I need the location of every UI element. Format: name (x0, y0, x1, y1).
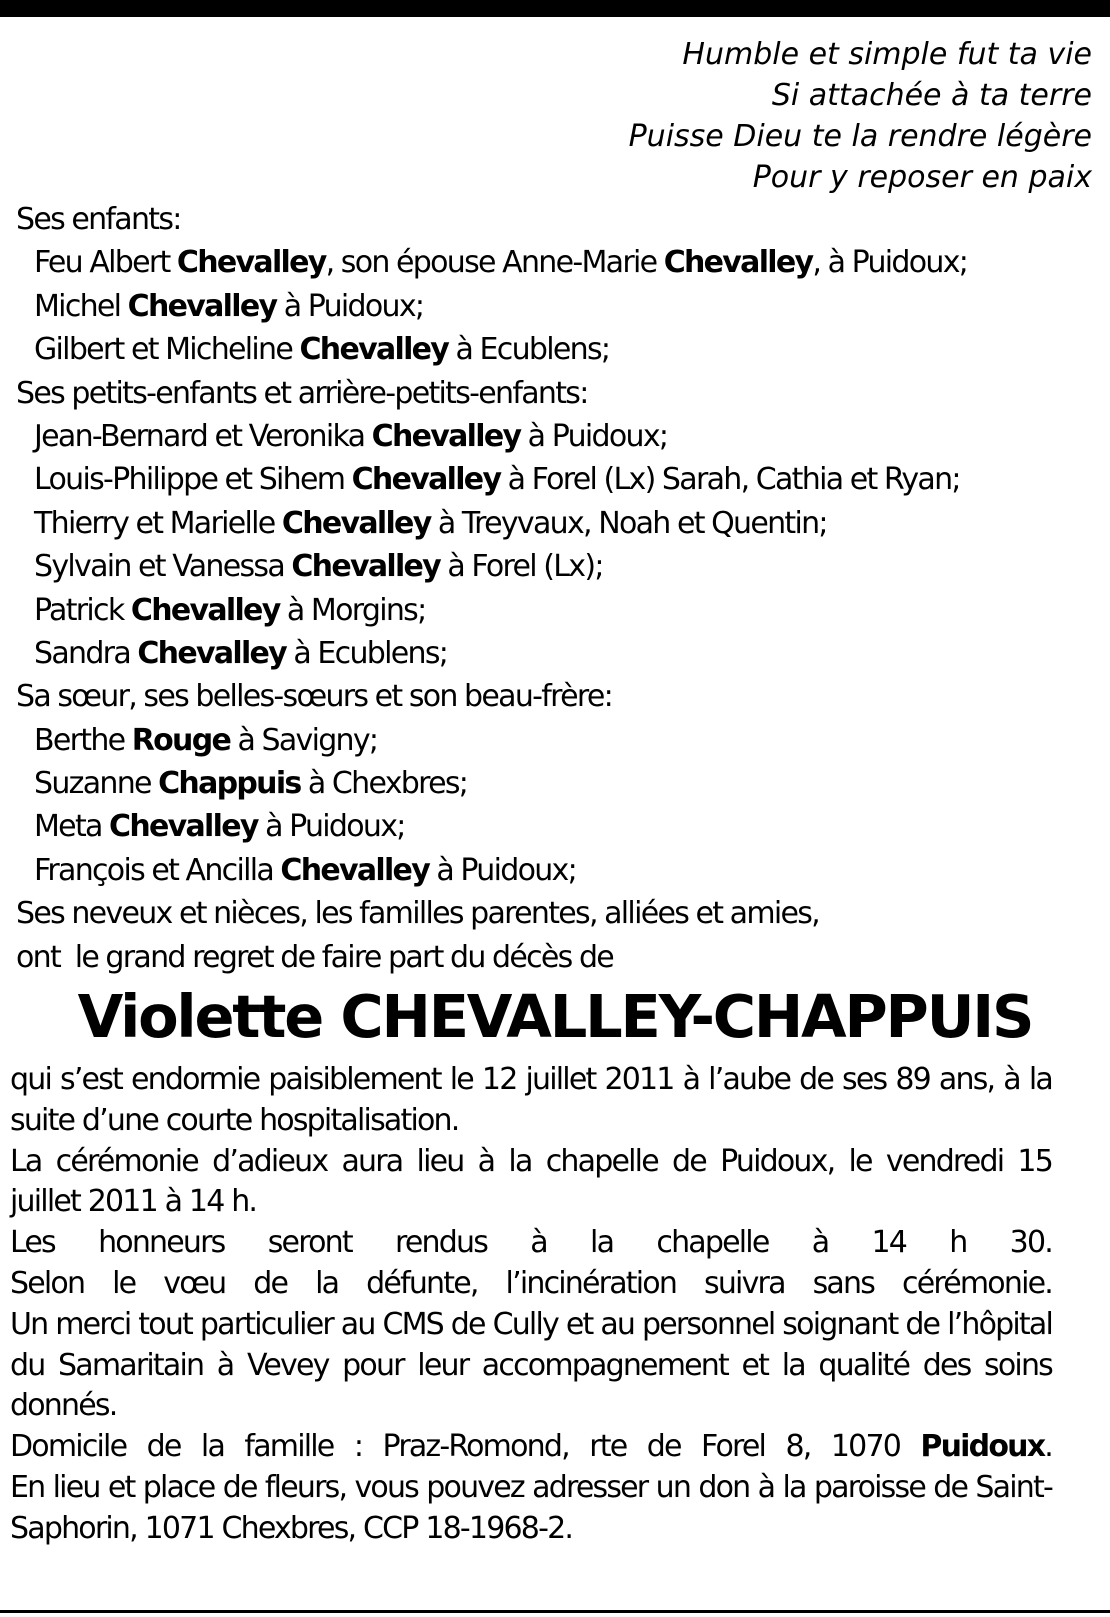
surname: Chevalley (137, 635, 287, 671)
surname: Chevalley (280, 852, 430, 888)
family-member: Gilbert et Micheline Chevalley à Ecublens; (34, 332, 610, 368)
poem-line: Pour y reposer en paix (752, 160, 1092, 195)
family-heading-siblings: Sa sœur, ses belles-sœurs et son beau-frère: (16, 679, 613, 715)
surname: Rouge (131, 722, 231, 758)
surname: Chevalley (299, 332, 449, 368)
details-family-address: Domicile de la famille : Praz-Romond, rte de Forel 8, 1070 Puidoux. (10, 1429, 1052, 1465)
surname: Chappuis (158, 766, 301, 802)
family-member: Sandra Chevalley à Ecublens; (34, 635, 448, 671)
family-member: Jean-Bernard et Veronika Chevalley à Puidoux; (34, 418, 668, 454)
family-member: Michel Chevalley à Puidoux; (34, 288, 424, 324)
poem-line: Si attachée à ta terre (771, 78, 1092, 113)
family-member: Patrick Chevalley à Morgins; (34, 592, 426, 628)
top-border-rule (0, 0, 1110, 17)
surname: Chevalley (281, 505, 431, 541)
family-member: François et Ancilla Chevalley à Puidoux; (34, 852, 577, 888)
details-ceremony: La cérémonie d’adieux aura lieu à la chapelle de Puidoux, le vendredi 15 juillet 2011 à 14 h. (10, 1143, 1052, 1220)
surname: Chevalley (351, 462, 501, 498)
surname: Chevalley (663, 245, 813, 281)
address-town: Puidoux (920, 1429, 1045, 1465)
details-passing: qui s’est endormie paisiblement le 12 juillet 2011 à l’aube de ses 89 ans, à la suite d’une courte hospitalisation. (10, 1062, 1052, 1138)
family-member: Louis-Philippe et Sihem Chevalley à Forel (Lx) Sarah, Cathia et Ryan; (34, 462, 960, 498)
poem-epigraph (629, 34, 1092, 198)
surname: Chevalley (291, 549, 441, 585)
details-honours: Les honneurs seront rendus à la chapelle à 14 h 30. (10, 1225, 1052, 1261)
surname: Chevalley (127, 288, 277, 324)
family-heading-grandchildren: Ses petits-enfants et arrière-petits-enfants: (16, 375, 588, 411)
bottom-border-rule (0, 1610, 1110, 1613)
family-member: Thierry et Marielle Chevalley à Treyvaux, Noah et Quentin; (34, 505, 827, 541)
family-heading-children: Ses enfants: (16, 202, 181, 237)
details-donation: En lieu et place de fleurs, vous pouvez adresser un don à la paroisse de Saint-Saphorin, 1071 Chexbres, CCP 18-1968-2. (10, 1469, 1052, 1546)
announcement-intro: ont le grand regret de faire part du décès de (16, 939, 614, 975)
announcement-details (10, 1060, 1052, 1550)
details-thanks: Un merci tout particulier au CMS de Cully et au personnel soignant de l’hôpital du Samaritain à Vevey pour leur accompagnement et la qualité des soins donnés. (10, 1306, 1052, 1424)
family-member: Berthe Rouge à Savigny; (34, 722, 378, 758)
surname: Chevalley (109, 809, 258, 845)
family-member: Feu Albert Chevalley, son épouse Anne-Marie Chevalley, à Puidoux; (34, 245, 968, 281)
poem-line: Puisse Dieu te la rendre légère (628, 119, 1092, 154)
family-list (16, 198, 1096, 979)
surname: Chevalley (371, 418, 521, 454)
family-member: Sylvain et Vanessa Chevalley à Forel (Lx); (34, 549, 603, 585)
surname: Chevalley (130, 592, 280, 628)
deceased-name: Violette CHEVALLEY-CHAPPUIS (77, 982, 1033, 1051)
details-cremation: Selon le vœu de la défunte, l’incinération suivra sans cérémonie. (10, 1265, 1052, 1301)
family-member: Suzanne Chappuis à Chexbres; (34, 766, 468, 802)
family-member: Meta Chevalley à Puidoux; (34, 809, 405, 845)
surname: Chevalley (176, 245, 326, 281)
poem-line: Humble et simple fut ta vie (682, 37, 1092, 72)
family-heading-relatives: Ses neveux et nièces, les familles parentes, alliées et amies, (16, 896, 820, 932)
